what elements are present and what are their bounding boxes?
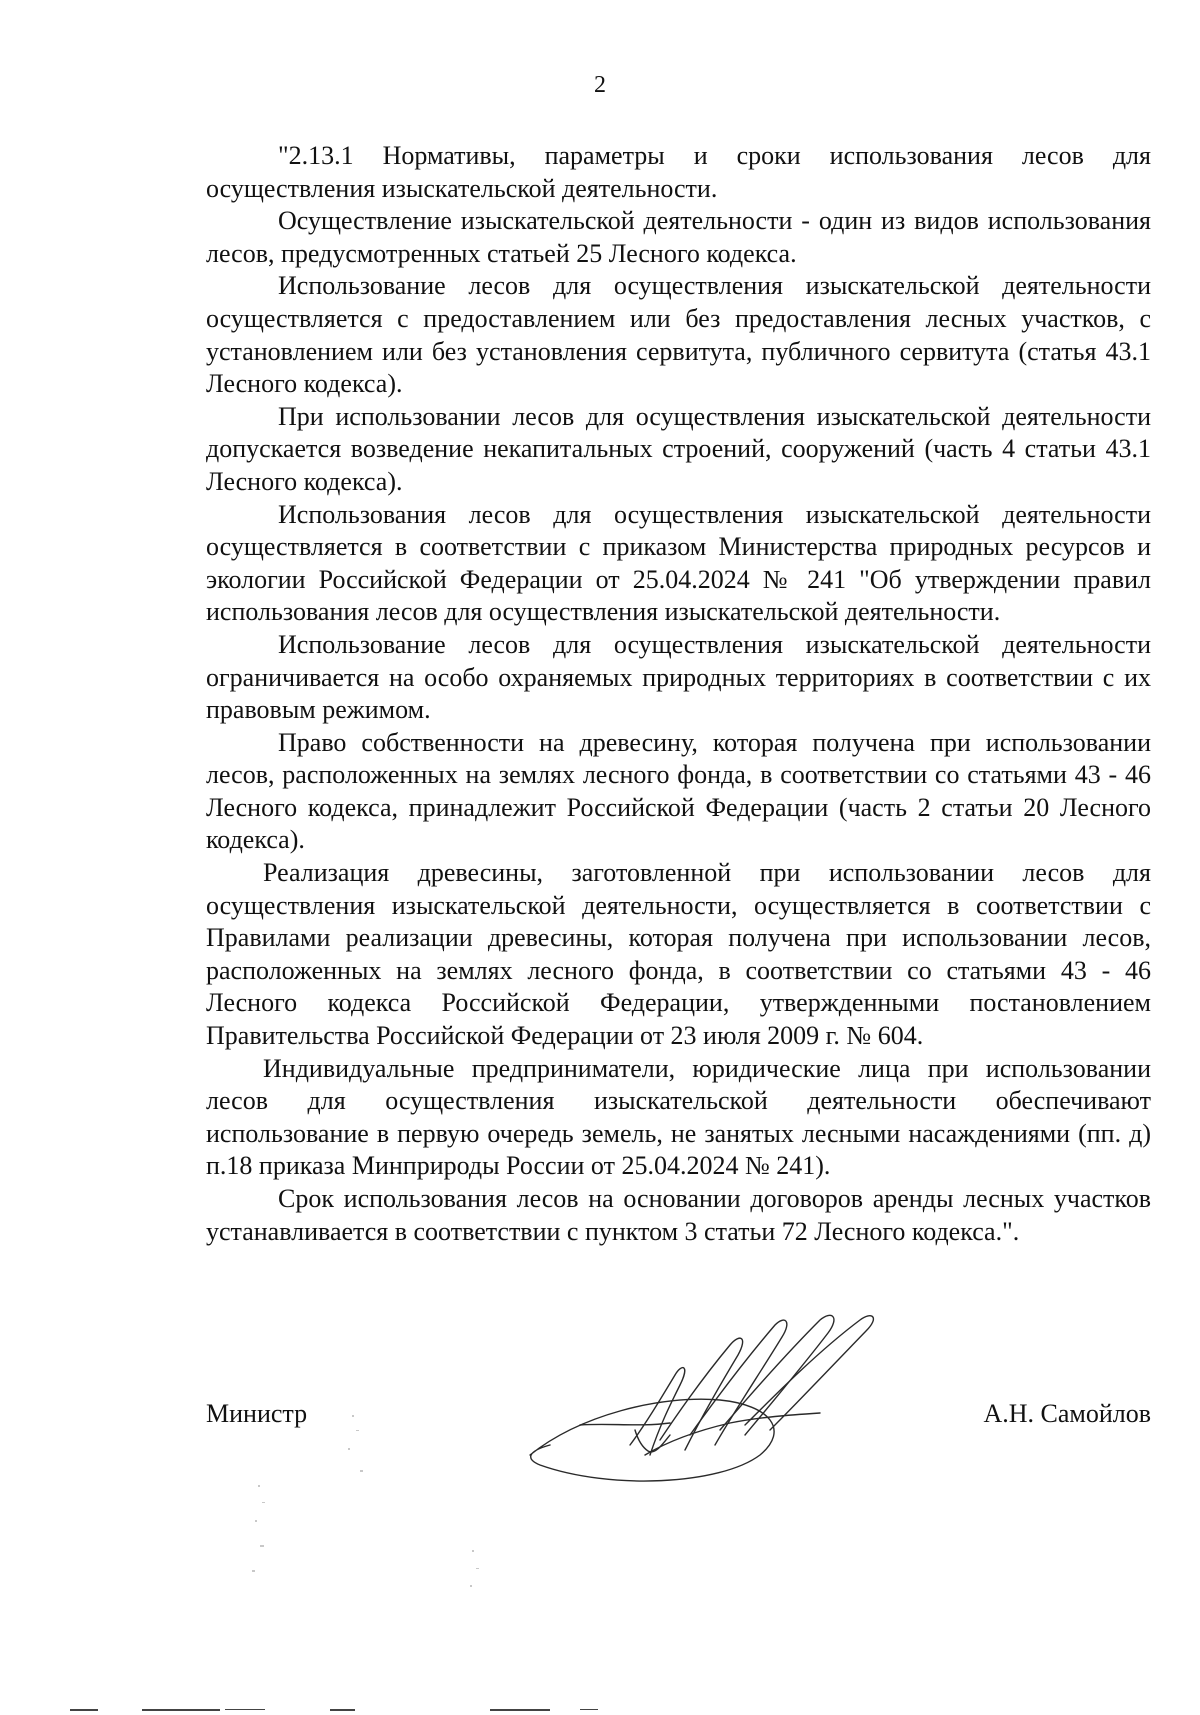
signatory-title: Министр — [206, 1399, 308, 1428]
paragraph-9: Срок использования лесов на основании договоров аренды лесных участков устанавливается в соответствии с пунктом 3 статьи 72 Лесного кодекса.". — [206, 1184, 1151, 1246]
signature-row — [206, 1399, 1151, 1439]
scan-bottom-edge — [0, 1701, 1200, 1715]
paragraph-2: Использование лесов для осуществления изыскательской деятельности осуществляется с предоставлением или без предоставления лесных участков, с установлением или без установления сервитута, публичного сервитута (статья 43.1 Лесного кодекса). — [206, 271, 1151, 399]
paragraph-3: При использовании лесов для осуществления изыскательской деятельности допускается возведение некапитальных строений, сооружений (часть 4 статьи 43.1 Лесного кодекса). — [206, 401, 1151, 496]
signatory-name: А.Н. Самойлов — [983, 1399, 1151, 1428]
paragraph-8: Индивидуальные предприниматели, юридические лица при использовании лесов для осуществления изыскательской деятельности обеспечивают использование в первую очередь земель, не занятых лесными насаждениями (пп. д) п.18 приказа Минприроды России от 25.04.2024 № 241). — [206, 1053, 1151, 1181]
paragraph-6: Право собственности на древесину, которая получена при использовании лесов, расположенных на землях лесного фонда, в соответствии со статьями 43 - 46 Лесного кодекса, принадлежит Российской Федерации (часть 2 статьи 20 Лесного кодекса). — [206, 727, 1151, 855]
paragraph-7: Реализация древесины, заготовленной при использовании лесов для осуществления изыскательской деятельности, осуществляется в соответствии с Правилами реализации древесины, которая получена при использовании лесов, расположенных на землях лесного фонда, в соответствии со статьями 43 - 46 Лесного кодекса Российской Федерации, утвержденными постановлением Правительства Российской Федерации от 23 июля 2009 г. № 604. — [206, 858, 1151, 1051]
paragraph-5: Использование лесов для осуществления изыскательской деятельности ограничивается на особо охраняемых природных территориях в соответствии с их правовым режимом. — [206, 629, 1151, 725]
paragraph-1: Осуществление изыскательской деятельности - один из видов использования лесов, предусмотренных статьей 25 Лесного кодекса. — [206, 206, 1151, 268]
page-number: 2 — [594, 72, 606, 98]
document-body — [206, 140, 1151, 1248]
paragraph-section-heading: "2.13.1 Нормативы, параметры и сроки использования лесов для осуществления изыскательской деятельности. — [206, 141, 1151, 203]
paragraph-4: Использования лесов для осуществления изыскательской деятельности осуществляется в соответствии с приказом Министерства природных ресурсов и экологии Российской Федерации от 25.04.2024 № 241 "Об утверждении правил использования лесов для осуществления изыскательской деятельности. — [206, 499, 1151, 627]
